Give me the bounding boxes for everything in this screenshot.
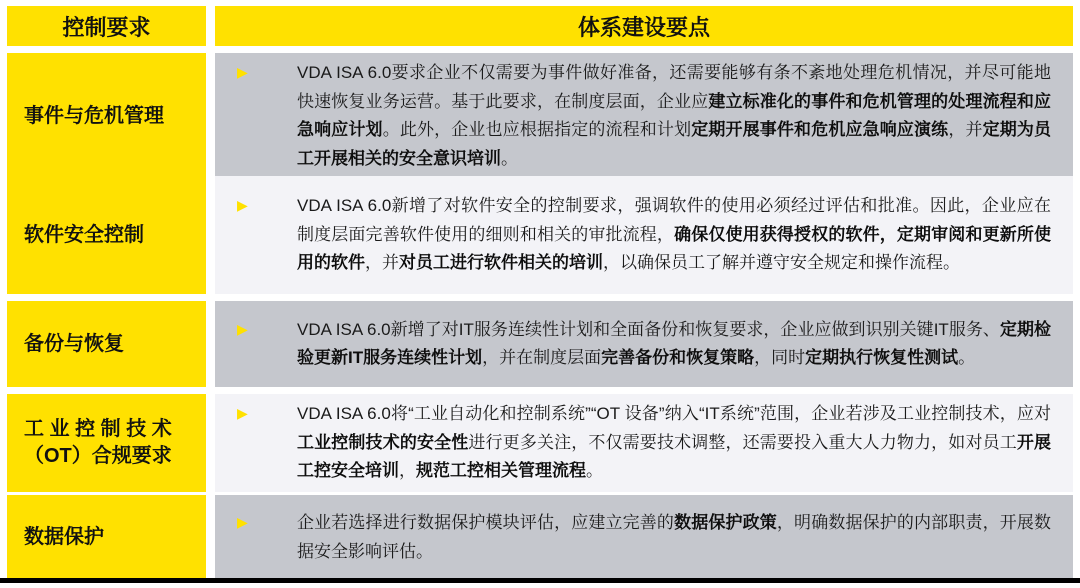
text-segment: VDA ISA 6.0要求企业不仅需要为事件做好准备，还需要能够有条不紊地处理危机情况，并尽可能地快速恢复业务运营。基于此要求，在制度层面，企业应 xyxy=(297,63,1051,111)
bullet-triangle-icon: ▶ xyxy=(237,197,248,214)
table-row-ot-compliance xyxy=(7,394,1073,488)
text-segment: VDA ISA 6.0新增了对软件安全的控制要求，强调软件的使用必须经过评估和批准。因此，企业应在制度层面完善软件使用的细则和相关的审批流程， xyxy=(297,196,1051,244)
text-segment-bold: 数据保护政策 xyxy=(674,513,777,532)
table-row-incident-crisis-management xyxy=(7,53,1073,169)
table-row-data-protection xyxy=(7,495,1073,580)
row-label-line: （OT）合规要求 xyxy=(24,444,172,467)
bullet-triangle-icon: ▶ xyxy=(237,64,248,80)
row-content-data-protection xyxy=(215,495,1073,580)
text-segment: ，同时 xyxy=(754,348,806,367)
row-paragraph xyxy=(237,59,1052,173)
text-segment-bold: 完善备份和恢复策略 xyxy=(601,348,755,367)
bottom-divider xyxy=(0,578,1080,583)
header-control-requirements-label: 控制要求 xyxy=(62,14,151,40)
table-row-backup-recovery xyxy=(7,301,1073,387)
text-segment-bold: 确保仅使用获得授权的软件，定期审阅和更新所使用的软件 xyxy=(297,224,1052,273)
table-header-row xyxy=(7,6,1073,46)
text-segment-bold: 工业控制技术的安全性 xyxy=(297,432,469,452)
text-segment-bold: 定期开展事件和危机应急响应演练 xyxy=(691,120,949,139)
bullet-triangle-icon: ▶ xyxy=(237,514,248,530)
text-segment: VDA ISA 6.0将“工业自动化和控制系统”“OT 设备”纳入“IT系统”范围，企业若涉及工业控制技术，应对 xyxy=(297,404,1051,423)
text-segment: 。 xyxy=(501,148,518,168)
row-label-line: 事件与危机管理 xyxy=(24,104,164,127)
text-segment: 进行更多关注，不仅需要技术调整，还需要投入重大人力物力，如对员工 xyxy=(468,432,1017,452)
row-content-software-security-control xyxy=(215,176,1073,294)
text-segment-bold: 定期为员工开展相关的安全意识培训 xyxy=(297,120,1052,168)
header-system-construction xyxy=(215,6,1073,46)
text-segment: VDA ISA 6.0新增了对IT服务连续性计划和全面备份和恢复要求，企业应做到识别关键IT服务、 xyxy=(297,319,1000,339)
text-segment: ，以确保员工了解并遵守安全规定和操作流程。 xyxy=(603,253,960,273)
row-content-backup-recovery xyxy=(215,301,1073,387)
row-label-ot-compliance xyxy=(7,394,206,492)
row-paragraph xyxy=(237,509,1052,566)
row-label-line: 备份与恢复 xyxy=(24,332,124,355)
text-segment-bold: 开展工控安全培训 xyxy=(297,432,1052,480)
text-segment-bold: 定期检验更新IT服务连续性计划 xyxy=(297,319,1051,367)
row-paragraph xyxy=(237,400,1052,486)
bullet-triangle-icon: ▶ xyxy=(237,320,248,337)
text-segment: ，并 xyxy=(365,253,399,273)
header-control-requirements xyxy=(7,6,206,46)
text-segment: 企业若选择进行数据保护模块评估，应建立完善的 xyxy=(297,513,675,532)
bullet-triangle-icon: ▶ xyxy=(237,405,248,421)
row-label-incident-crisis-management xyxy=(7,53,206,179)
header-system-construction-label: 体系建设要点 xyxy=(577,14,710,40)
compliance-table xyxy=(7,6,1073,587)
text-segment: ， xyxy=(399,461,416,480)
row-label-software-security-control xyxy=(7,176,206,294)
row-label-data-protection xyxy=(7,495,206,580)
text-segment: ，并 xyxy=(948,120,983,139)
text-segment: 。此外，企业也应根据指定的流程和计划 xyxy=(382,120,692,139)
row-label-line: 工 业 控 制 技 术 xyxy=(24,417,172,440)
text-segment-bold: 建立标准化的事件和危机管理的处理流程和应急响应计划 xyxy=(297,91,1052,139)
row-label-line: 数据保护 xyxy=(24,526,104,548)
text-segment-bold: 规范工控相关管理流程 xyxy=(416,461,586,480)
row-paragraph xyxy=(237,316,1051,373)
text-segment: ，明确数据保护的内部职责，开展数据安全影响评估。 xyxy=(297,513,1052,561)
row-paragraph xyxy=(237,192,1052,278)
text-segment-bold: 定期执行恢复性测试 xyxy=(805,348,959,367)
row-label-backup-recovery xyxy=(7,301,206,387)
text-segment: ，并在制度层面 xyxy=(482,348,602,367)
text-segment-bold: 对员工进行软件相关的培训 xyxy=(399,253,603,273)
row-content-ot-compliance xyxy=(215,394,1073,492)
text-segment: 。 xyxy=(958,348,976,367)
row-content-incident-crisis-management xyxy=(215,53,1073,179)
row-label-line: 软件安全控制 xyxy=(24,223,144,246)
table-body xyxy=(7,53,1073,580)
table-row-software-security-control xyxy=(7,176,1073,294)
text-segment: 。 xyxy=(586,461,603,480)
